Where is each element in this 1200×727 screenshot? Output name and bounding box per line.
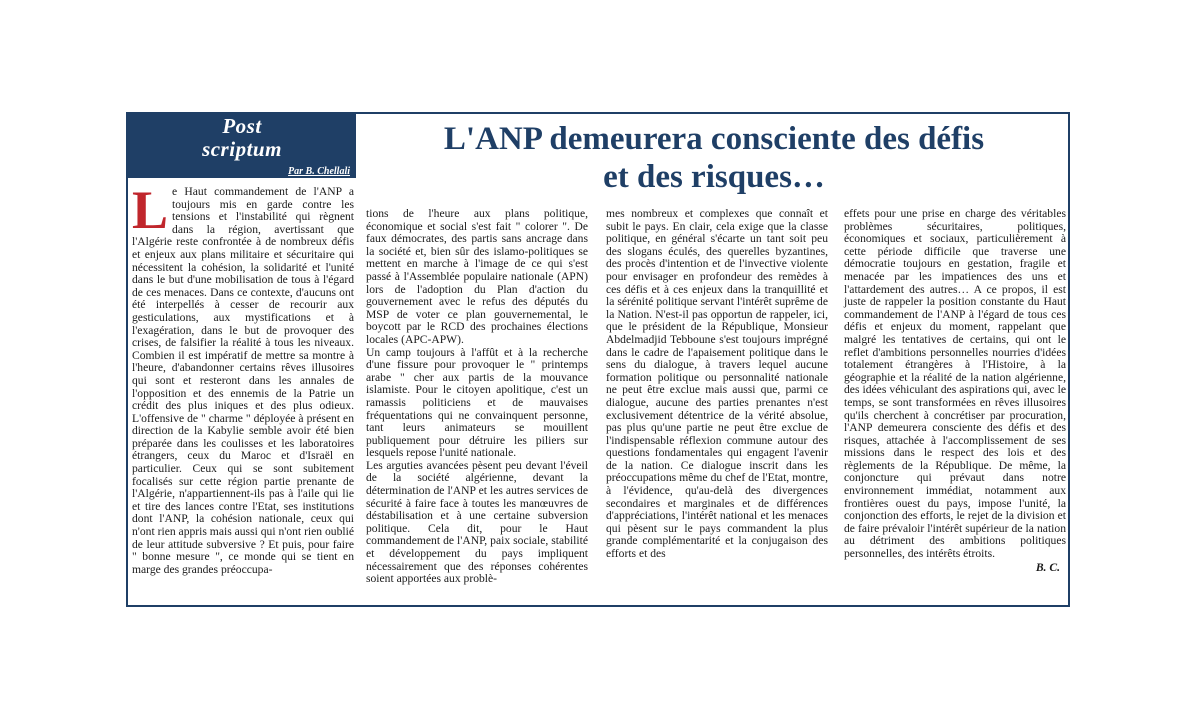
column-2-paragraph-1: tions de l'heure aux plans politique, économique et social s'est fait " colorer ". De faux démocrates, des partis sans ancrage dans la société et, bien sûr des islamo-politiques se mettent en marche à l'image de ce qui s'est passé à l'Assemblée populaire nationale (APN) lors de l'adoption du Plan d'action du gouvernement avec le refus des députés du MSP de voter ce plan gouvernemental, le boycott par le RCD des prochaines élections locales (APC-APW). xyxy=(366,207,588,346)
headline-line1: L'ANP demeurera consciente des défis xyxy=(443,121,985,157)
column-2-paragraph-3: Les arguties avancées pèsent peu devant l'éveil de la société algérienne, devant la détermination de l'ANP et les autres services de sécurité à faire face à toutes les manœuvres de déstabilisation et à une certaine subversion politique. Cela dit, pour le Haut commandement de l'ANP, paix sociale, stabilité et développement du pays impliquent nécessairement que des réponses cohérentes soient apportées aux problè- xyxy=(366,458,588,586)
article-column-4 xyxy=(844,208,1066,574)
article-frame xyxy=(126,112,1070,607)
drop-cap: L xyxy=(132,180,169,240)
signature: B. C. xyxy=(1035,560,1060,574)
column-3-text: mes nombreux et complexes que connaît et subit le pays. En clair, cela exige que la classe politique, en général s'écarte un tant soit peu des slogans éculés, des querelles byzantines, des procès d'intention et de l'invective violente pour envisager en profondeur des remèdes à ces défis et à ces enjeux dans la tranquillité et la sérénité politique servant l'intérêt suprême de la Nation. N'est-il pas opportun de rappeler, ici, que le président de la République, Monsieur Abdelmadjid Tebboune s'est toujours imprégné dans le cadre de l'apaisement politique dans le sens du dialogue, à travers lequel aucune formation politique ou personnalité nationale ne peut être exclue mais aussi que, parmi ce dialogue, aucune des parties prenantes n'est exclusivement détentrice de la vérité absolue, pas plus qu'une partie ne peut être exclue de l'indispensable réflexion commune autour des questions fondamentales qui engagent l'avenir de la nation. Ce dialogue inscrit dans les préoccupations même du chef de l'Etat, montre, à l'évidence, qu'au-delà des divergences secondaires et marginales et de différences d'appréciations, l'intérêt national et les menaces qui pèsent sur le pays commandent la plus grande complémentarité et la conjugaison des efforts et des xyxy=(606,207,828,561)
postscriptum-title-line1: Post xyxy=(222,114,262,138)
article-column-3 xyxy=(606,208,828,561)
column-2-paragraph-2: Un camp toujours à l'affût et à la recherche d'une fissure pour provoquer le " printemps arabe " cher aux partis de la mouvance islamiste. Pour le citoyen apolitique, c'est un ramassis politiciens et de mauvaises fréquentations qui ne convainquent personne, tant leurs animateurs se mouillent publiquement pour détruire les piliers sur lesquels repose l'unité nationale. xyxy=(366,345,588,460)
headline-line2: et des risques… xyxy=(603,159,825,195)
column-4-text: effets pour une prise en charge des véritables problèmes sécuritaires, politiques, économiques et sociaux, particulièrement à cette période difficile que traverse une démocratie toujours en gestation, fragile et menacée par les impatiences des uns et l'attardement des autres… A ce propos, il est juste de rappeler la position constante du Haut commandement de l'ANP à l'égard de tous ces défis et enjeux du moment, rappelant que malgré les tentatives de certains, qui ont le reflet d'ambitions personnelles nourries d'idées totalement étrangères à l'Histoire, à la géographie et la réalité de la nation algérienne, des idées véhiculant des aspirations qui, avec le temps, se sont transformées en rêves illusoires qu'ils cherchent à concrétiser par procuration, l'ANP demeurera consciente des défis et des risques, attachée à l'accomplissement de ses missions dans le respect des lois et des règlements de la République. De même, la conjoncture qui prévaut dans notre environnement immédiat, notamment aux frontières ouest du pays, impose l'unité, la conjonction des efforts, le rejet de la division et de faire prévaloir l'intérêt supérieur de la nation au détriment des ambitions politiques personnelles, des intérêts étroits. xyxy=(844,207,1066,561)
postscriptum-title-line2: scriptum xyxy=(202,137,282,161)
column-1-text: e Haut commandement de l'ANP a toujours mis en garde contre les tensions et l'instabilité qui règnent dans la région, avertissant que l'Algérie reste confrontée à de nombreux défis et enjeux aux plans militaire et sécuritaire qui nécessitent la cohésion, la solidarité et l'unité dans le but d'une mobilisation de tous à l'égard de ces menaces. Dans ce contexte, d'aucuns ont été interpellés à cesser de recourir aux gesticulations, aux mystifications et à l'exagération, dans le but de provoquer des crises, de falsifier la réalité à tous les niveaux. Combien il est impératif de mettre sa montre à l'heure, d'abandonner certains rêves illusoires qui sont et resteront dans les annales de l'opposition et des ennemis de la Patrie un crédit des plus iniques et des plus odieux. L'offensive de " charme " déployée à présent en direction de la Kabylie semble avoir été bien préparée dans les coulisses et les laboratoires étrangers, ceux du Maroc et d'Israël en particulier. Ceux qui se sont subitement focalisés sur cette région partie prenante de l'Algérie, n'appartiennent-ils pas à l'aile qui lie et tire des lances contre l'Etat, ses institutions dont l'ANP, la cohésion nationale, ceux qui n'ont rien appris mais aussi qui n'ont rien oublié de leur attitude subversive ? Et puis, pour faire " bonne mesure ", ce monde qui se tient en marge des grandes préoccupa- xyxy=(132,185,354,576)
headline xyxy=(364,120,1064,196)
article-column-1 xyxy=(132,180,354,576)
author-byline: Par B. Chellali xyxy=(288,166,350,177)
article-column-2 xyxy=(366,208,588,586)
postscriptum-box xyxy=(128,114,356,178)
